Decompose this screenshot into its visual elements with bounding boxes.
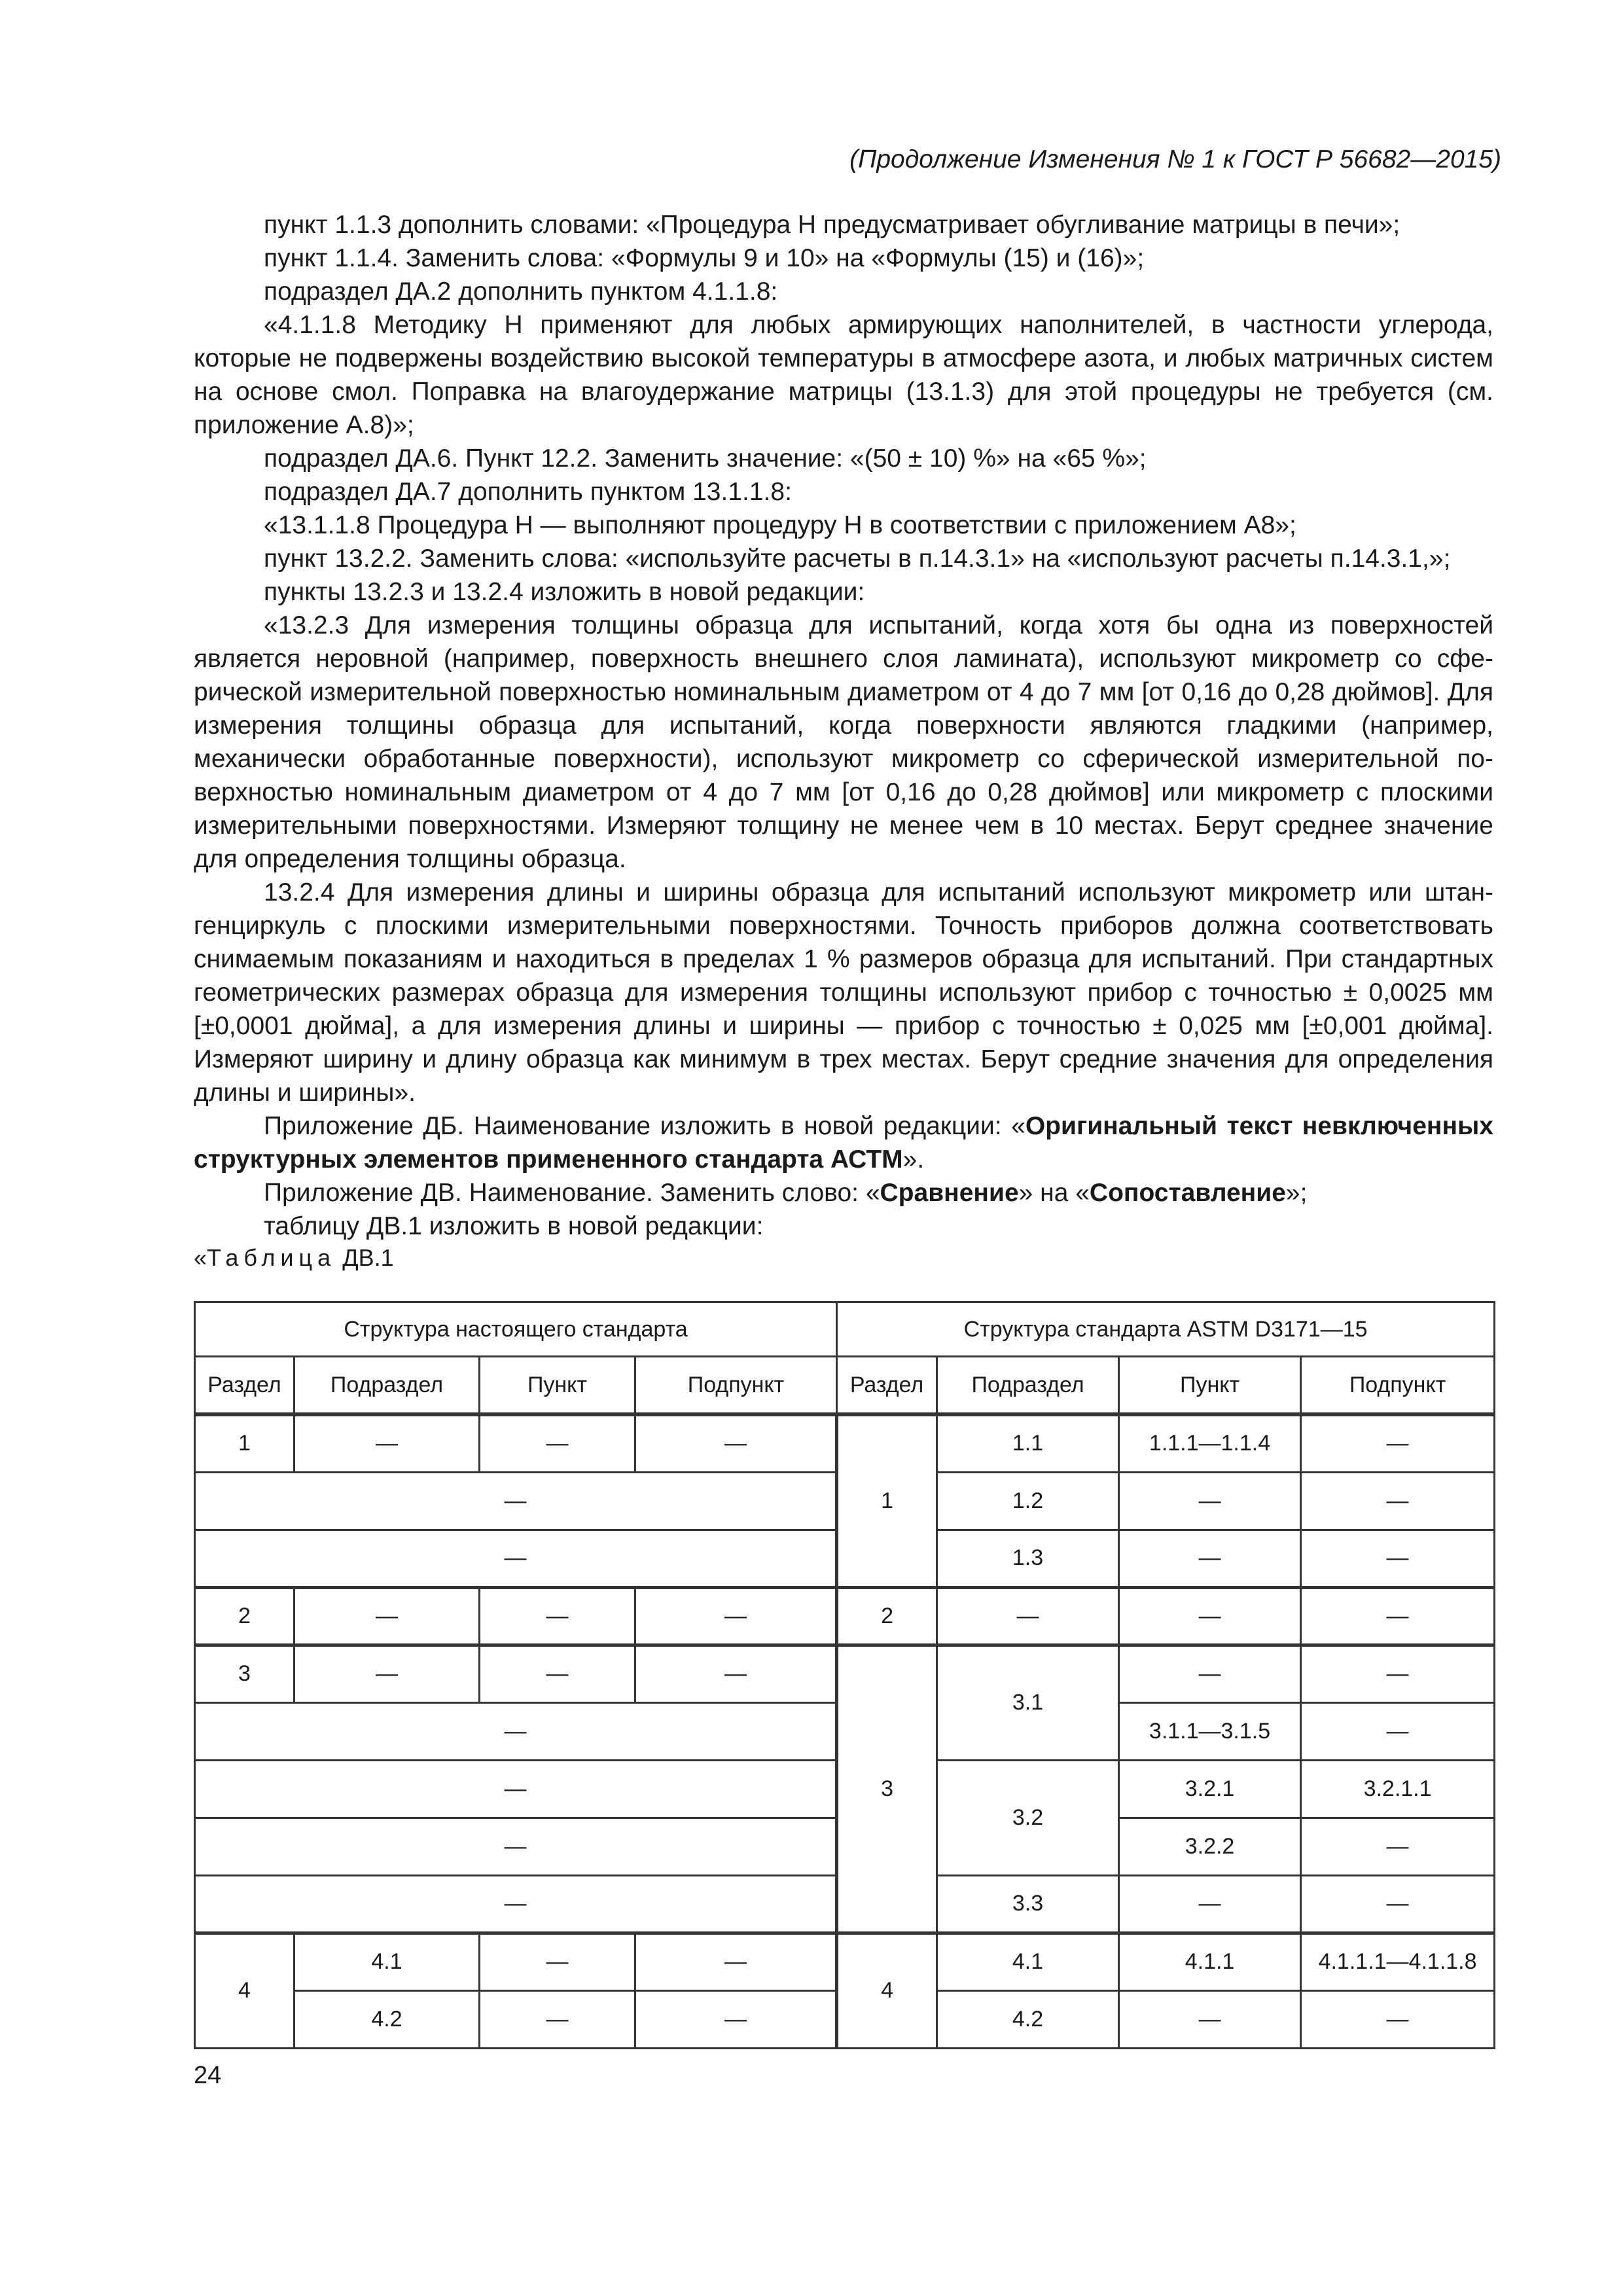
bold-title: Оригинальный текст невключенных структурных элементов примененного стандарта АСТМ bbox=[194, 1112, 1493, 1174]
table-cell: — bbox=[195, 1530, 837, 1587]
table-cell: — bbox=[1119, 1587, 1301, 1645]
caption-label: Таблица bbox=[207, 1244, 336, 1271]
header-group-left: Структура настоящего стандарта bbox=[195, 1302, 837, 1357]
paragraph: пункты 13.2.3 и 13.2.4 изложить в новой редакции: bbox=[264, 578, 865, 606]
table-cell: 3.1 bbox=[937, 1645, 1119, 1760]
table-cell: — bbox=[1301, 1530, 1495, 1587]
table-cell: 3 bbox=[837, 1645, 937, 1933]
table-cell: — bbox=[635, 1645, 837, 1702]
running-header: (Продолжение Изменения № 1 к ГОСТ Р 56682—2015) bbox=[849, 145, 1501, 173]
paragraph: «13.1.1.8 Процедура Н — выполняют процедуру Н в соответствии с приложением А8»; bbox=[264, 511, 1296, 539]
table-header-row bbox=[195, 1357, 1495, 1415]
table-cell: — bbox=[294, 1414, 480, 1472]
table-cell: 4.2 bbox=[294, 1990, 480, 2048]
table-cell: 3.2.1.1 bbox=[1301, 1760, 1495, 1818]
text-span: ». bbox=[902, 1145, 925, 1174]
col-header: Подпункт bbox=[1301, 1357, 1495, 1415]
table-row bbox=[195, 1933, 1495, 1990]
table-cell: — bbox=[635, 1414, 837, 1472]
table-cell: — bbox=[1301, 1645, 1495, 1702]
table-cell: — bbox=[195, 1818, 837, 1875]
table-cell: 3 bbox=[195, 1645, 294, 1702]
table-cell: 1 bbox=[195, 1414, 294, 1472]
caption-number: ДВ.1 bbox=[342, 1244, 394, 1271]
bold-word: Сопоставление bbox=[1089, 1179, 1286, 1207]
table-row bbox=[195, 1587, 1495, 1645]
paragraph: «4.1.1.8 Методику Н применяют для любых армирующих наполнителей, в частности углерода, которые не подвержены воздействию высокой температуры в атмосфере азота, и любых матричных систем на основе смол. Поправка на влагоудержание матрицы (13.1.3) для этой процедуры не требуется (см. приложение А.8)»; bbox=[194, 311, 1493, 439]
table-cell: 1.1.1—1.1.4 bbox=[1119, 1414, 1301, 1472]
table-cell: — bbox=[294, 1645, 480, 1702]
table-header-row bbox=[195, 1302, 1495, 1357]
table-cell: 3.1.1—3.1.5 bbox=[1119, 1702, 1301, 1760]
table-cell: 4.1 bbox=[294, 1933, 480, 1990]
paragraph: подраздел ДА.6. Пункт 12.2. Заменить значение: «(50 ± 10) %» на «65 %»; bbox=[264, 444, 1147, 473]
comparison-table bbox=[194, 1301, 1495, 2049]
table-cell: 4 bbox=[195, 1933, 294, 2048]
table-cell: — bbox=[1301, 1587, 1495, 1645]
caption-quote: « bbox=[194, 1244, 207, 1271]
table-row bbox=[195, 1414, 1495, 1472]
table-cell: 2 bbox=[195, 1587, 294, 1645]
text-span: » на « bbox=[1018, 1179, 1090, 1207]
table-cell: 4.1.1 bbox=[1119, 1933, 1301, 1990]
table-cell: 4 bbox=[837, 1933, 937, 2048]
table-cell: — bbox=[480, 1587, 635, 1645]
paragraph: «13.2.3 Для измерения толщины образца для испытаний, когда хотя бы одна из поверхностей является неровной (например, поверхность внешнего слоя ламината), используют микрометр со сферической измерительной поверхностью номинальным диаметром от 4 до 7 мм [от 0,16 до 0,28 дюймов]. Для измерения толщины образца для испытаний, когда поверхности являются гладкими (например, механически обработанные поверхности), используют микрометр со сферической измерительной поверхностью номинальным диаметром от 4 до 7 мм [от 0,16 до 0,28 дюймов] или микрометр с плоскими измерительными поверхностями. Измеряют толщину не менее чем в 10 местах. Берут среднее значение для определения толщины образца. bbox=[194, 611, 1493, 873]
table-cell: — bbox=[1119, 1472, 1301, 1530]
table-cell: — bbox=[195, 1760, 837, 1818]
header-group-right: Структура стандарта ASTM D3171—15 bbox=[837, 1302, 1495, 1357]
table-cell: — bbox=[937, 1587, 1119, 1645]
table-cell: 2 bbox=[837, 1587, 937, 1645]
col-header: Раздел bbox=[837, 1357, 937, 1415]
paragraph: пункт 1.1.4. Заменить слова: «Формулы 9 и 10» на «Формулы (15) и (16)»; bbox=[264, 244, 1145, 272]
col-header: Раздел bbox=[195, 1357, 294, 1415]
table-cell: — bbox=[480, 1645, 635, 1702]
col-header: Подраздел bbox=[294, 1357, 480, 1415]
table-row bbox=[195, 1645, 1495, 1702]
col-header: Подпункт bbox=[635, 1357, 837, 1415]
table-cell: — bbox=[1301, 1990, 1495, 2048]
table-cell: — bbox=[635, 1587, 837, 1645]
table-cell: — bbox=[195, 1875, 837, 1933]
paragraph: пункт 1.1.3 дополнить словами: «Процедура Н предусматривает обугливание матрицы в печи»; bbox=[264, 211, 1400, 239]
bold-word: Сравнение bbox=[880, 1179, 1019, 1207]
paragraph: 13.2.4 Для измерения длины и ширины образца для испытаний используют микрометр или штангенциркуль с плоскими измерительными поверхностями. Точность приборов должна соответствовать снимаемым показаниям и находиться в пределах 1 % размеров образца для испытаний. При стандартных геометрических размерах образца для измерения толщины используют прибор с точностью ± 0,0025 мм [±0,0001 дюйма], а для измерения длины и ширины — прибор с точностью ± 0,025 мм [±0,001 дюйма]. Измеряют ширину и длину образца как минимум в трех местах. Берут средние значения для определения длины и ширины». bbox=[194, 878, 1493, 1107]
paragraph bbox=[194, 1109, 1493, 1176]
table-cell: — bbox=[480, 1414, 635, 1472]
text-span: Приложение ДБ. Наименование изложить в новой редакции: « bbox=[264, 1112, 1026, 1140]
table-cell: — bbox=[1119, 1645, 1301, 1702]
table-cell: 3.2.2 bbox=[1119, 1818, 1301, 1875]
table-cell: 3.2 bbox=[937, 1760, 1119, 1875]
col-header: Пункт bbox=[480, 1357, 635, 1415]
table-cell: 1.3 bbox=[937, 1530, 1119, 1587]
table-caption bbox=[194, 1244, 394, 1272]
table-cell: — bbox=[1301, 1472, 1495, 1530]
table-cell: 1 bbox=[837, 1414, 937, 1587]
text-span: Приложение ДВ. Наименование. Заменить слово: « bbox=[264, 1179, 880, 1207]
table-cell: — bbox=[1119, 1530, 1301, 1587]
table-cell: 4.1.1.1—4.1.1.8 bbox=[1301, 1933, 1495, 1990]
table-cell: — bbox=[480, 1933, 635, 1990]
table-cell: 1.2 bbox=[937, 1472, 1119, 1530]
table-cell: — bbox=[1301, 1818, 1495, 1875]
table-cell: — bbox=[1119, 1990, 1301, 2048]
document-body bbox=[194, 208, 1493, 1243]
col-header: Подраздел bbox=[937, 1357, 1119, 1415]
table-cell: 3.2.1 bbox=[1119, 1760, 1301, 1818]
table-cell: 4.2 bbox=[937, 1990, 1119, 2048]
page-number: 24 bbox=[194, 2062, 222, 2089]
col-header: Пункт bbox=[1119, 1357, 1301, 1415]
paragraph bbox=[194, 1176, 1493, 1210]
paragraph: таблицу ДВ.1 изложить в новой редакции: bbox=[264, 1212, 764, 1240]
table-cell: 1.1 bbox=[937, 1414, 1119, 1472]
table-cell: — bbox=[195, 1702, 837, 1760]
table-cell: — bbox=[1301, 1875, 1495, 1933]
table-cell: 4.1 bbox=[937, 1933, 1119, 1990]
table-cell: — bbox=[1301, 1414, 1495, 1472]
table-cell: — bbox=[1301, 1702, 1495, 1760]
table-cell: — bbox=[1119, 1875, 1301, 1933]
table-cell: — bbox=[195, 1472, 837, 1530]
paragraph: подраздел ДА.7 дополнить пунктом 13.1.1.8: bbox=[264, 478, 792, 506]
paragraph: пункт 13.2.2. Заменить слова: «используйте расчеты в п.14.3.1» на «используют расчеты п.14.3.1,»; bbox=[264, 545, 1451, 573]
table-cell: — bbox=[635, 1933, 837, 1990]
paragraph: подраздел ДА.2 дополнить пунктом 4.1.1.8: bbox=[264, 278, 778, 306]
table-cell: 3.3 bbox=[937, 1875, 1119, 1933]
table-cell: — bbox=[294, 1587, 480, 1645]
text-span: »; bbox=[1285, 1179, 1308, 1207]
table-cell: — bbox=[635, 1990, 837, 2048]
table-cell: — bbox=[480, 1990, 635, 2048]
